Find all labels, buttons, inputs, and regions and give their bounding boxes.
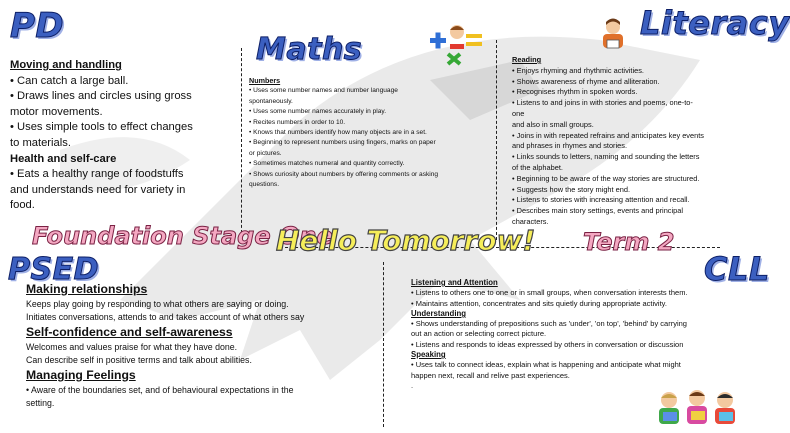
pd-item: food. bbox=[10, 199, 35, 212]
literacy-item: and also in small groups. bbox=[512, 119, 594, 129]
psed-item: • Aware of the boundaries set, and of behavioural expectations in the bbox=[26, 385, 294, 395]
cll-item: • Uses talk to connect ideas, explain what is happening and anticipate what might bbox=[411, 360, 681, 370]
psed-item: Welcomes and values praise for what they have done. bbox=[26, 342, 238, 352]
cll-heading-speaking: Speaking bbox=[411, 350, 446, 360]
maths-item: • Shows curiosity about numbers by offering comments or asking bbox=[249, 170, 439, 178]
maths-heading-numbers: Numbers bbox=[249, 76, 281, 85]
cll-item: • Listens and responds to ideas expressed by others in conversation or discussion bbox=[411, 339, 684, 349]
psed-heading-feelings: Managing Feelings bbox=[26, 368, 136, 382]
literacy-heading-reading: Reading bbox=[512, 55, 542, 64]
pd-title: PD bbox=[10, 6, 65, 46]
literacy-item: and phrases in rhymes and stories. bbox=[512, 141, 628, 151]
cll-heading-understanding: Understanding bbox=[411, 308, 467, 318]
psed-heading-relationships: Making relationships bbox=[26, 282, 148, 296]
maths-item: • Uses some number names and number language bbox=[249, 87, 398, 95]
psed-item: Can describe self in positive terms and talk about abilities. bbox=[26, 355, 252, 365]
psed-item: Keeps play going by responding to what others are saying or doing. bbox=[26, 299, 289, 309]
literacy-item: of the alphabet. bbox=[512, 162, 563, 172]
cll-title: CLL bbox=[704, 250, 770, 288]
literacy-item: • Enjoys rhyming and rhythmic activities. bbox=[512, 65, 644, 75]
maths-item: • Recites numbers in order to 10. bbox=[249, 118, 346, 126]
pd-heading-health: Health and self-care bbox=[10, 152, 117, 165]
literacy-item: • Joins in with repeated refrains and anticipates key events bbox=[512, 130, 704, 140]
literacy-item: • Describes main story settings, events and principal bbox=[512, 206, 684, 216]
maths-item: questions. bbox=[249, 181, 280, 189]
pd-item: and understands need for variety in bbox=[10, 183, 186, 196]
cll-item: happen next, recall and relive past experiences. bbox=[411, 370, 570, 380]
divider-psed-cll bbox=[383, 262, 384, 427]
cll-item: out an action or selecting correct picture. bbox=[411, 329, 547, 339]
divider-pd-maths bbox=[241, 48, 242, 238]
cll-section bbox=[411, 278, 751, 391]
literacy-item: • Recognises rhythm in spoken words. bbox=[512, 87, 638, 97]
psed-section bbox=[26, 281, 356, 410]
hello-tomorrow-banner: Hello Tomorrow! bbox=[276, 224, 536, 257]
literacy-item: characters. bbox=[512, 216, 549, 226]
maths-item: • Sometimes matches numeral and quantity correctly. bbox=[249, 160, 405, 168]
cll-item: . bbox=[411, 380, 414, 390]
pd-item: • Eats a healthy range of foodstuffs bbox=[10, 168, 184, 181]
psed-title: PSED bbox=[8, 252, 99, 287]
maths-title: Maths bbox=[256, 32, 363, 67]
pd-section bbox=[10, 58, 235, 214]
maths-symbols-icon bbox=[428, 24, 486, 66]
maths-item: or pictures. bbox=[249, 149, 282, 157]
literacy-item: • Links sounds to letters, naming and sounding the letters bbox=[512, 152, 700, 162]
pd-item: • Uses simple tools to effect changes bbox=[10, 121, 193, 134]
children-reading-icon bbox=[655, 388, 741, 430]
pd-item: • Can catch a large ball. bbox=[10, 74, 129, 87]
divider-maths-literacy bbox=[496, 40, 497, 240]
literacy-item: • Suggests how the story might end. bbox=[512, 184, 631, 194]
maths-item: • Uses some number names accurately in play. bbox=[249, 108, 387, 116]
pd-item: motor movements. bbox=[10, 105, 103, 118]
literacy-item: • Listens to and joins in with stories and poems, one-to- bbox=[512, 98, 693, 108]
cll-item: • Shows understanding of prepositions such as 'under', 'on top', 'behind' by carrying bbox=[411, 319, 687, 329]
pd-item: to materials. bbox=[10, 136, 71, 149]
foundation-stage-banner: Foundation Stage One bbox=[32, 222, 333, 250]
cll-item: • Listens to others one to one or in small groups, when conversation interests them. bbox=[411, 288, 688, 298]
maths-item: spontaneously. bbox=[249, 97, 293, 105]
maths-section bbox=[249, 76, 485, 190]
literacy-item: one bbox=[512, 108, 525, 118]
psed-heading-self-confidence: Self-confidence and self-awareness bbox=[26, 325, 233, 339]
cll-item: • Maintains attention, concentrates and sits quietly during appropriate activity. bbox=[411, 298, 667, 308]
literacy-section bbox=[512, 55, 758, 228]
maths-item: • Beginning to represent numbers using fingers, marks on paper bbox=[249, 139, 436, 147]
maths-item: • Knows that numbers identify how many objects are in a set. bbox=[249, 129, 427, 137]
literacy-item: • Listens to stories with increasing attention and recall. bbox=[512, 195, 690, 205]
child-reading-icon bbox=[598, 18, 628, 52]
literacy-item: • Beginning to be aware of the way stories are structured. bbox=[512, 173, 700, 183]
literacy-title: Literacy bbox=[640, 4, 790, 42]
pd-heading-moving: Moving and handling bbox=[10, 59, 122, 71]
pd-item: • Draws lines and circles using gross bbox=[10, 90, 192, 103]
psed-item: setting. bbox=[26, 398, 55, 408]
psed-item: Initiates conversations, attends to and takes account of what others say bbox=[26, 312, 305, 322]
term-banner: Term 2 bbox=[583, 228, 675, 256]
literacy-item: • Shows awareness of rhyme and alliteration. bbox=[512, 76, 660, 86]
cll-heading-listening: Listening and Attention bbox=[411, 278, 498, 287]
